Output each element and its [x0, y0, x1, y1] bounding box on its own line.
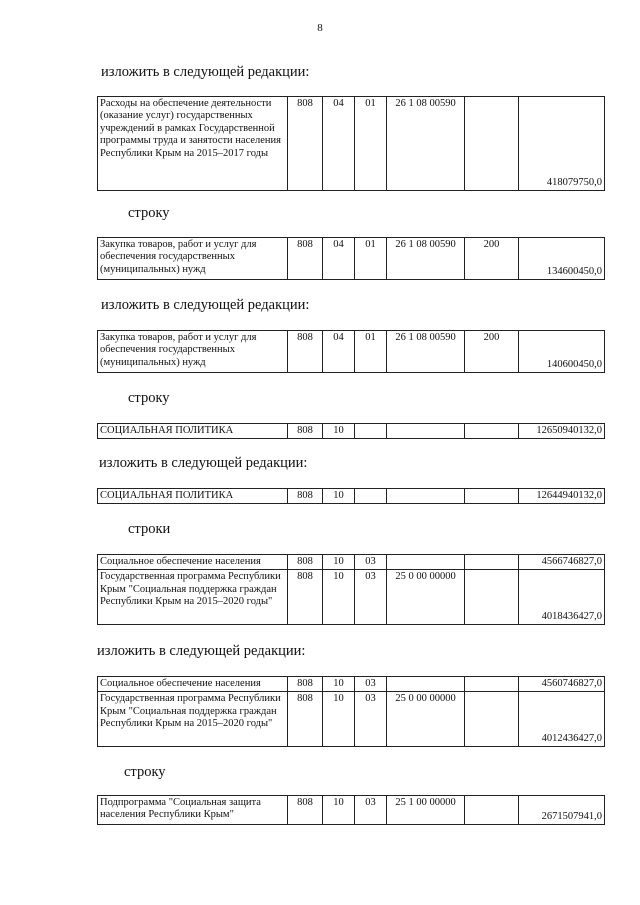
subsection-code: 03 — [355, 677, 387, 692]
expense-type-code — [465, 677, 519, 692]
expense-type-code: 200 — [465, 331, 519, 373]
table-row — [98, 238, 605, 280]
target-article-code — [387, 489, 465, 504]
section-code: 04 — [323, 331, 355, 373]
section-code: 10 — [323, 570, 355, 625]
target-article-code: 26 1 08 00590 — [387, 238, 465, 280]
expense-type-code — [465, 692, 519, 747]
item-name: Социальное обеспечение населения — [98, 555, 288, 570]
table-row — [98, 796, 605, 825]
section-code: 10 — [323, 489, 355, 504]
block-heading: изложить в следующей редакции: — [101, 64, 310, 80]
ved-code: 808 — [288, 238, 323, 280]
ved-code: 808 — [288, 555, 323, 570]
page-number: 8 — [317, 22, 323, 34]
expense-type-code — [465, 97, 519, 191]
target-article-code — [387, 555, 465, 570]
target-article-code: 25 1 00 00000 — [387, 796, 465, 825]
budget-table — [97, 330, 605, 373]
expense-type-code — [465, 555, 519, 570]
subsection-code: 03 — [355, 570, 387, 625]
subsection-code: 01 — [355, 331, 387, 373]
amount: 12644940132,0 — [519, 489, 605, 504]
amount: 12650940132,0 — [519, 424, 605, 439]
block-heading: изложить в следующей редакции: — [97, 643, 306, 659]
expense-type-code — [465, 424, 519, 439]
amount: 4566746827,0 — [519, 555, 605, 570]
target-article-code: 25 0 00 00000 — [387, 570, 465, 625]
subsection-code: 01 — [355, 238, 387, 280]
item-name: Социальное обеспечение населения — [98, 677, 288, 692]
table-row — [98, 97, 605, 191]
item-name: СОЦИАЛЬНАЯ ПОЛИТИКА — [98, 489, 288, 504]
budget-table — [97, 237, 605, 280]
ved-code: 808 — [288, 692, 323, 747]
block-heading: строку — [128, 390, 170, 406]
subsection-code: 03 — [355, 796, 387, 825]
amount: 4012436427,0 — [519, 692, 605, 747]
table-row — [98, 331, 605, 373]
target-article-code — [387, 677, 465, 692]
subsection-code: 03 — [355, 555, 387, 570]
budget-table — [97, 488, 605, 504]
item-name: Государственная программа Республики Крым "Социальная поддержка граждан Республики Крым на 2015–2020 годы" — [98, 570, 288, 625]
amount: 134600450,0 — [519, 238, 605, 280]
subsection-code: 03 — [355, 692, 387, 747]
expense-type-code — [465, 796, 519, 825]
section-code: 10 — [323, 677, 355, 692]
item-name: Закупка товаров, работ и услуг для обеспечения государственных (муниципальных) нужд — [98, 331, 288, 373]
ved-code: 808 — [288, 796, 323, 825]
budget-table — [97, 795, 605, 825]
budget-table — [97, 676, 605, 747]
subsection-code: 01 — [355, 97, 387, 191]
expense-type-code: 200 — [465, 238, 519, 280]
target-article-code: 26 1 08 00590 — [387, 331, 465, 373]
item-name: Государственная программа Республики Крым "Социальная поддержка граждан Республики Крым на 2015–2020 годы" — [98, 692, 288, 747]
item-name: Закупка товаров, работ и услуг для обеспечения государственных (муниципальных) нужд — [98, 238, 288, 280]
subsection-code — [355, 489, 387, 504]
budget-table — [97, 423, 605, 439]
amount: 140600450,0 — [519, 331, 605, 373]
block-heading: изложить в следующей редакции: — [101, 297, 310, 313]
budget-table — [97, 96, 605, 191]
target-article-code: 26 1 08 00590 — [387, 97, 465, 191]
table-row — [98, 677, 605, 692]
ved-code: 808 — [288, 97, 323, 191]
block-heading: строку — [124, 764, 166, 780]
table-row — [98, 570, 605, 625]
subsection-code — [355, 424, 387, 439]
table-row — [98, 555, 605, 570]
table-row — [98, 424, 605, 439]
table-row — [98, 692, 605, 747]
ved-code: 808 — [288, 424, 323, 439]
target-article-code — [387, 424, 465, 439]
section-code: 04 — [323, 238, 355, 280]
item-name: Расходы на обеспечение деятельности (оказание услуг) государственных учреждений в рамках Государственной программы труда и занятости населения Республики Крым на 2015–2017 годы — [98, 97, 288, 191]
target-article-code: 25 0 00 00000 — [387, 692, 465, 747]
amount: 2671507941,0 — [519, 796, 605, 825]
section-code: 10 — [323, 692, 355, 747]
section-code: 10 — [323, 796, 355, 825]
section-code: 04 — [323, 97, 355, 191]
ved-code: 808 — [288, 489, 323, 504]
amount: 418079750,0 — [519, 97, 605, 191]
budget-table — [97, 554, 605, 625]
expense-type-code — [465, 570, 519, 625]
block-heading: изложить в следующей редакции: — [99, 455, 308, 471]
amount: 4560746827,0 — [519, 677, 605, 692]
block-heading: строки — [128, 521, 171, 537]
ved-code: 808 — [288, 331, 323, 373]
ved-code: 808 — [288, 677, 323, 692]
section-code: 10 — [323, 555, 355, 570]
table-row — [98, 489, 605, 504]
item-name: Подпрограмма "Социальная защита населения Республики Крым" — [98, 796, 288, 825]
amount: 4018436427,0 — [519, 570, 605, 625]
ved-code: 808 — [288, 570, 323, 625]
section-code: 10 — [323, 424, 355, 439]
item-name: СОЦИАЛЬНАЯ ПОЛИТИКА — [98, 424, 288, 439]
expense-type-code — [465, 489, 519, 504]
block-heading: строку — [128, 205, 170, 221]
